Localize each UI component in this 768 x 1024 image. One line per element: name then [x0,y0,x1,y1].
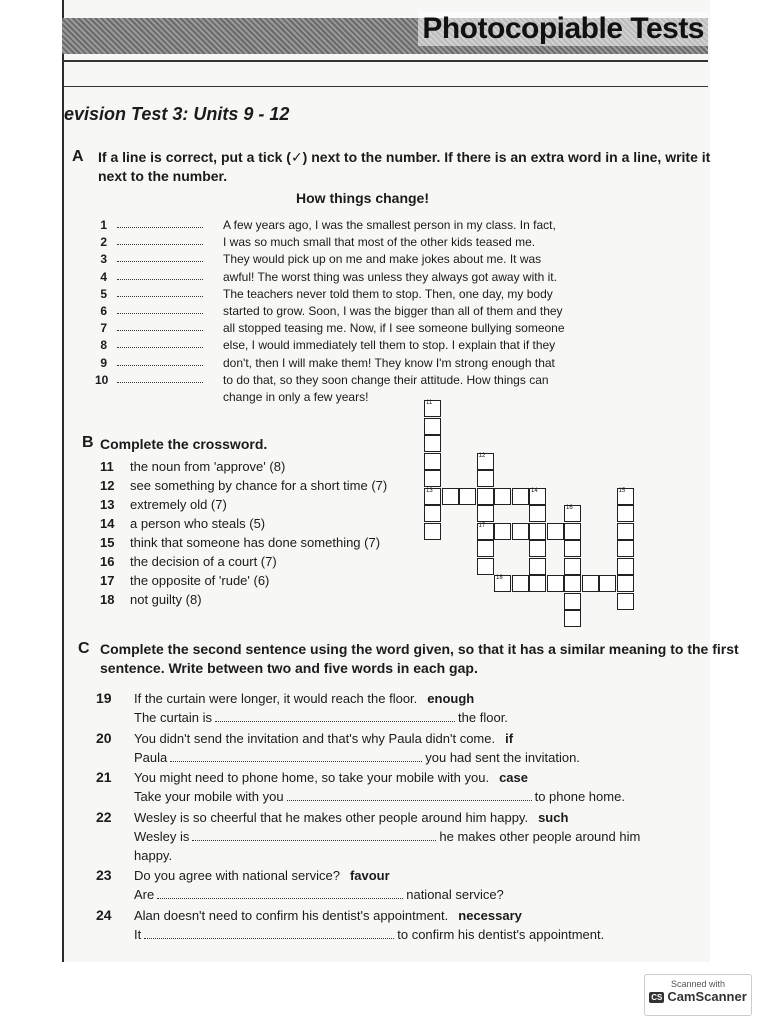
crossword-clue [100,459,285,474]
crossword-cell[interactable] [477,470,494,487]
section-b-instruction: Complete the crossword. [100,436,268,452]
crossword-cell[interactable] [477,453,494,470]
scanned-with-label: Scanned with [670,979,726,989]
line-text: all stopped teasing me. Now, if I see someone bullying someone [223,321,565,336]
line-text: A few years ago, I was the smallest person in my class. In fact, [223,218,556,232]
crossword-cell[interactable] [494,488,511,505]
line-number: 2 [100,235,107,250]
crossword-cell[interactable] [424,435,441,452]
answer-blank[interactable] [117,382,203,383]
question-text: You didn't send the invitation and that's why Paula didn't come. [134,730,496,746]
answer-gap[interactable] [192,830,436,841]
crossword-clue [100,554,277,569]
answer-blank[interactable] [117,244,203,245]
clue-text: the decision of a court (7) [130,554,277,569]
clue-text: think that someone has done something (7) [130,535,381,550]
keyword: case [499,770,528,785]
crossword-cell[interactable] [477,523,494,540]
crossword-cell[interactable] [547,575,564,592]
cell-number: 13 [426,487,433,494]
answer-start: Take your mobile with you [134,789,284,804]
line-text: don't, then I will make them! They know I'm strong enough that [223,355,555,370]
keyword: if [505,730,514,746]
answer-sentence [134,927,604,942]
clue-number: 12 [100,478,115,493]
crossword-cell[interactable] [477,488,494,505]
camscanner-label [645,989,751,1004]
answer-blank[interactable] [117,296,203,297]
clue-number: 17 [100,573,115,588]
answer-blank[interactable] [117,227,203,228]
answer-gap[interactable] [287,790,532,801]
crossword-cell[interactable] [547,523,564,540]
line-number: 3 [100,252,107,267]
section-c-instruction-1: Complete the second sentence using the word given, so that it has a similar meaning to the first [100,641,739,657]
question-number: 21 [96,769,112,785]
question-text: Do you agree with national service? [134,868,340,883]
line-number: 9 [100,355,107,370]
answer-sentence [134,710,508,725]
crossword-cell[interactable] [564,523,581,540]
crossword-cell[interactable] [617,575,634,592]
answer-end: to phone home. [534,789,625,804]
answer-gap[interactable] [170,751,422,762]
transformation-question [96,769,528,785]
keyword: necessary [458,907,522,923]
answer-blank[interactable] [117,313,203,314]
question-text: You might need to phone home, so take your mobile with you. [134,770,490,785]
crossword-cell[interactable] [477,558,494,575]
line-text: to do that, so they soon change their attitude. How things can [223,372,549,387]
camscanner-logo-icon: CS [651,993,663,1003]
answer-blank[interactable] [117,330,203,331]
line-number: 5 [100,286,107,301]
crossword-clue [100,516,265,531]
line-text: else, I would immediately tell them to stop. I explain that if they [223,338,556,353]
answer-blank[interactable] [117,279,203,280]
crossword-cell[interactable] [424,453,441,470]
line-text: They would pick up on me and make jokes about me. It was [223,252,542,267]
section-b-letter: B [82,434,94,451]
transformation-question [96,867,390,883]
keyword: favour [349,868,390,883]
clue-number: 14 [100,516,115,531]
crossword-cell[interactable] [564,558,581,575]
answer-start: Paula [134,749,168,765]
crossword-cell[interactable] [512,523,529,540]
section-c-instruction-2: sentence. Write between two and five words in each gap. [100,660,478,676]
camscanner-stamp [644,974,752,1016]
crossword-clue [100,478,387,493]
answer-start: It [134,926,142,942]
crossword-cell[interactable] [459,488,476,505]
answer-sentence [134,789,625,804]
question-number: 20 [96,729,112,746]
answer-start: Are [134,887,155,902]
clue-number: 11 [100,459,114,474]
line-text: I was so much small that most of the other kids teased me. [223,235,536,250]
question-number: 19 [96,690,112,706]
clue-text: not guilty (8) [130,592,202,607]
line-text: awful! The worst thing was unless they always got away with it. [223,269,557,284]
cell-number: 14 [531,487,538,494]
answer-end: you had sent the invitation. [425,749,580,765]
crossword-cell[interactable] [617,540,634,557]
crossword-cell[interactable] [424,470,441,487]
answer-gap[interactable] [215,711,455,722]
answer-end: national service? [406,887,504,902]
cell-number: 16 [566,505,573,511]
answer-end: to confirm his dentist's appointment. [397,926,605,942]
crossword-clue [100,497,227,512]
crossword-cell[interactable] [424,418,441,435]
keyword: such [538,809,569,825]
crossword-cell[interactable] [529,523,546,540]
crossword-cell[interactable] [564,593,581,610]
answer-start: Wesley is [134,828,190,844]
section-c-letter: C [78,640,90,657]
cell-number: 12 [478,452,486,459]
crossword-cell[interactable] [494,575,511,592]
question-text: If the curtain were longer, it would reach the floor. [134,691,418,706]
crossword-cell[interactable] [617,593,634,610]
crossword-cell[interactable] [617,558,634,575]
crossword-cell[interactable] [477,505,494,522]
cell-number: 11 [426,400,433,406]
question-text: Wesley is so cheerful that he makes other people around him happy. [134,809,529,825]
section-a-instruction-1: If a line is correct, put a tick (✓) next to the number. If there is an extra word in a line, write it [98,149,711,165]
crossword-cell[interactable] [424,488,441,505]
clue-text: extremely old (7) [130,497,227,512]
clue-text: the opposite of 'rude' (6) [130,573,270,588]
transformation-question [96,690,474,706]
answer-blank[interactable] [117,261,203,262]
answer-end: the floor. [458,710,508,725]
answer-sentence [134,750,580,765]
crossword-clue [100,592,202,607]
answer-sentence [134,829,640,844]
header-rule [62,60,708,62]
transformation-question [96,907,522,923]
section-a-letter: A [72,148,84,165]
crossword-cell[interactable] [424,400,441,417]
answer-blank[interactable] [117,347,203,348]
answer-gap[interactable] [144,928,394,939]
line-number: 1 [100,218,107,232]
section-a-title: How things change! [296,190,429,206]
transformation-question [96,809,568,825]
crossword-cell[interactable] [564,575,581,592]
clue-number: 13 [100,497,115,512]
crossword-cell[interactable] [582,575,599,592]
answer-gap[interactable] [157,888,403,899]
crossword-cell[interactable] [617,488,634,505]
line-number: 7 [100,321,107,336]
cell-number: 18 [496,575,503,581]
question-number: 23 [96,867,112,883]
crossword-cell[interactable] [477,540,494,557]
question-number: 24 [96,906,112,923]
line-text: started to grow. Soon, I was the bigger than all of them and they [223,304,563,318]
transformation-question [96,730,513,746]
line-number: 10 [95,372,109,387]
question-number: 22 [96,808,112,825]
test-title: evision Test 3: Units 9 - 12 [64,104,290,124]
crossword-cell[interactable] [617,505,634,522]
answer-start: The curtain is [134,710,213,725]
section-a-instruction-2: next to the number. [98,168,228,184]
line-number: 4 [100,269,107,284]
crossword-cell[interactable] [564,505,581,522]
line-text: The teachers never told them to stop. Then, one day, my body [223,286,553,301]
crossword-cell[interactable] [494,523,511,540]
answer-continuation: happy. [134,847,173,863]
answer-sentence [134,887,504,902]
crossword-cell[interactable] [529,488,546,505]
crossword-cell[interactable] [564,540,581,557]
question-text: Alan doesn't need to confirm his dentist's appointment. [134,907,449,923]
crossword-cell[interactable] [564,610,581,627]
cell-number: 17 [478,522,486,529]
clue-number: 18 [100,592,115,607]
cell-number: 15 [618,487,626,494]
header-rule-thin [62,86,708,87]
answer-blank[interactable] [117,365,203,366]
camscanner-text: CamScanner [667,989,747,1004]
crossword-cell[interactable] [599,575,616,592]
crossword-cell[interactable] [529,575,546,592]
clue-text: the noun from 'approve' (8) [130,459,286,474]
crossword-cell[interactable] [617,523,634,540]
crossword-cell[interactable] [424,523,441,540]
crossword-cell[interactable] [424,505,441,522]
line-number: 8 [100,338,107,353]
crossword-cell[interactable] [512,575,529,592]
crossword-cell[interactable] [529,505,546,522]
banner-title: Photocopiable Tests [418,12,708,46]
answer-end: he makes other people around him [439,828,641,844]
keyword: enough [427,691,475,706]
clue-number: 15 [100,535,115,550]
crossword-cell[interactable] [512,488,529,505]
crossword-cell[interactable] [442,488,459,505]
clue-text: see something by chance for a short time (7) [130,478,388,493]
crossword-clue [100,535,380,550]
clue-number: 16 [100,554,115,569]
line-number: 6 [100,304,107,318]
clue-text: a person who steals (5) [130,516,266,531]
crossword-cell[interactable] [529,558,546,575]
crossword-cell[interactable] [529,540,546,557]
header-banner [62,12,708,54]
crossword-clue [100,573,269,588]
